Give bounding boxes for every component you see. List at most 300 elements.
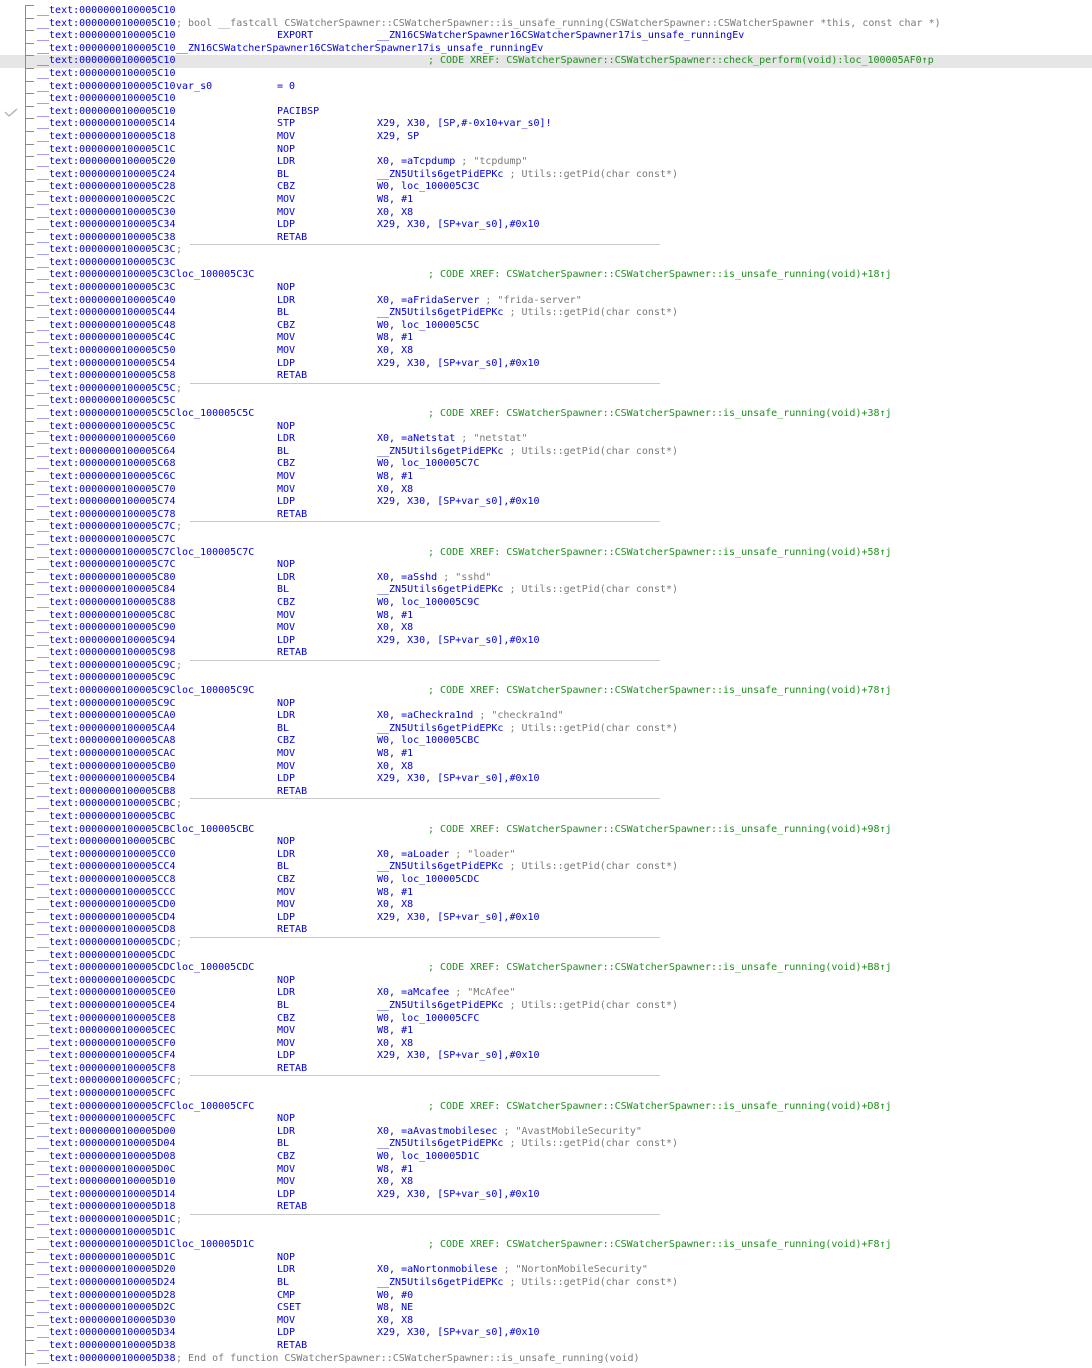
listing-row[interactable] bbox=[0, 735, 1092, 748]
listing-row[interactable] bbox=[0, 672, 1092, 685]
listing-row[interactable] bbox=[0, 358, 1092, 371]
listing-row[interactable] bbox=[0, 446, 1092, 459]
instruction-mnemonic[interactable]: STP bbox=[277, 118, 296, 130]
row-address[interactable]: __text:0000000100005CC4 bbox=[37, 861, 176, 873]
operand-text[interactable]: X0, =aFridaServer bbox=[377, 294, 480, 306]
instruction-mnemonic[interactable]: LDP bbox=[277, 634, 296, 646]
operand-text[interactable]: W0, loc_100005CBC bbox=[377, 735, 480, 747]
instruction-operands[interactable] bbox=[377, 496, 540, 509]
listing-row[interactable] bbox=[0, 433, 1092, 446]
listing-row[interactable] bbox=[0, 282, 1092, 295]
instruction-operands[interactable] bbox=[377, 987, 515, 1000]
code-xref-comment[interactable]: ; CODE XREF: CSWatcherSpawner::CSWatcherSpawner::is_unsafe_running(void)+58↑j bbox=[428, 546, 892, 558]
operand-text[interactable]: W0, loc_100005CFC bbox=[377, 1012, 480, 1024]
instruction-operands[interactable] bbox=[377, 584, 678, 597]
disassembly-listing[interactable] bbox=[0, 5, 1092, 1365]
listing-row[interactable] bbox=[0, 849, 1092, 862]
row-address[interactable]: __text:0000000100005C40 bbox=[37, 294, 176, 306]
row-address[interactable]: __text:0000000100005C10 bbox=[37, 67, 176, 79]
listing-row[interactable] bbox=[0, 1025, 1092, 1038]
instruction-operands[interactable] bbox=[377, 1290, 413, 1303]
operand-text[interactable]: X0, X8 bbox=[377, 622, 414, 634]
row-address[interactable]: __text:0000000100005D1C bbox=[37, 1239, 176, 1251]
instruction-mnemonic[interactable]: RETAB bbox=[277, 1201, 308, 1213]
row-address[interactable]: __text:0000000100005C34 bbox=[37, 219, 176, 231]
instruction-mnemonic[interactable]: CMP bbox=[277, 1289, 296, 1301]
operand-text[interactable]: __ZN5Utils6getPidEPKc bbox=[377, 722, 504, 734]
instruction-operands[interactable] bbox=[377, 610, 413, 623]
listing-row[interactable] bbox=[0, 786, 1092, 799]
listing-row[interactable] bbox=[0, 610, 1092, 623]
instruction-mnemonic[interactable]: NOP bbox=[277, 974, 296, 986]
row-address[interactable]: __text:0000000100005C10 bbox=[37, 80, 176, 92]
listing-row[interactable] bbox=[0, 987, 1092, 1000]
listing-row[interactable] bbox=[0, 887, 1092, 900]
listing-row[interactable] bbox=[0, 30, 1092, 43]
row-address[interactable]: __text:0000000100005C10 bbox=[37, 105, 176, 117]
listing-row[interactable] bbox=[0, 207, 1092, 220]
instruction-mnemonic[interactable]: LDR bbox=[277, 1264, 296, 1276]
operand-text[interactable]: __ZN5Utils6getPidEPKc bbox=[377, 584, 504, 596]
instruction-operands[interactable] bbox=[377, 572, 491, 585]
listing-row[interactable] bbox=[0, 5, 1092, 18]
code-xref-comment[interactable]: ; CODE XREF: CSWatcherSpawner::CSWatcherSpawner::is_unsafe_running(void)+38↑j bbox=[428, 408, 892, 419]
row-address[interactable]: __text:0000000100005D34 bbox=[37, 1327, 176, 1339]
instruction-mnemonic[interactable]: LDP bbox=[277, 1050, 296, 1062]
listing-row[interactable] bbox=[0, 156, 1092, 169]
instruction-mnemonic[interactable]: EXPORT bbox=[277, 30, 314, 42]
operand-text[interactable]: X29, X30, [SP+var_s0],#0x10 bbox=[377, 911, 540, 923]
listing-row[interactable] bbox=[0, 597, 1092, 610]
instruction-mnemonic[interactable]: BL bbox=[277, 861, 290, 873]
row-address[interactable]: __text:0000000100005CFC bbox=[37, 1088, 176, 1100]
instruction-mnemonic[interactable]: MOV bbox=[277, 1163, 296, 1175]
operand-text[interactable]: W8, NE bbox=[377, 1302, 414, 1314]
row-address[interactable]: __text:0000000100005D08 bbox=[37, 1151, 176, 1163]
listing-row[interactable] bbox=[0, 547, 1092, 560]
listing-row[interactable] bbox=[0, 1050, 1092, 1063]
instruction-mnemonic[interactable]: LDP bbox=[277, 1327, 296, 1339]
listing-row[interactable] bbox=[0, 534, 1092, 547]
listing-row[interactable] bbox=[0, 118, 1092, 131]
instruction-operands[interactable] bbox=[377, 597, 479, 610]
listing-row[interactable] bbox=[0, 131, 1092, 144]
listing-row[interactable] bbox=[0, 169, 1092, 182]
code-label[interactable]: loc_100005C5C bbox=[176, 408, 255, 419]
operand-text[interactable]: X0, X8 bbox=[377, 1314, 414, 1326]
instruction-operands[interactable] bbox=[377, 773, 540, 786]
instruction-mnemonic[interactable]: LDR bbox=[277, 710, 296, 722]
instruction-operands[interactable] bbox=[377, 735, 479, 748]
code-label[interactable]: loc_100005CFC bbox=[176, 1100, 255, 1112]
operand-text[interactable]: W0, loc_100005D1C bbox=[377, 1151, 480, 1163]
row-address[interactable]: __text:0000000100005C5C bbox=[37, 395, 176, 407]
row-address[interactable]: __text:0000000100005C8C bbox=[37, 609, 176, 621]
code-xref-comment[interactable]: ; CODE XREF: CSWatcherSpawner::CSWatcherSpawner::is_unsafe_running(void)+98↑j bbox=[428, 823, 892, 835]
operand-text[interactable]: X29, X30, [SP+var_s0],#0x10 bbox=[377, 219, 540, 231]
listing-row[interactable] bbox=[0, 232, 1092, 245]
operand-text[interactable]: X29, X30, [SP+var_s0],#0x10 bbox=[377, 357, 540, 369]
instruction-operands[interactable] bbox=[377, 131, 419, 144]
instruction-operands[interactable] bbox=[377, 1302, 413, 1315]
row-address[interactable]: __text:0000000100005C10 bbox=[37, 93, 176, 105]
instruction-mnemonic[interactable]: LDR bbox=[277, 294, 296, 306]
listing-row[interactable] bbox=[0, 1088, 1092, 1101]
row-address[interactable]: __text:0000000100005C24 bbox=[37, 168, 176, 180]
row-address[interactable]: __text:0000000100005CFC bbox=[37, 1113, 176, 1125]
row-address[interactable]: __text:0000000100005CE8 bbox=[37, 1012, 176, 1024]
listing-row[interactable] bbox=[0, 509, 1092, 522]
instruction-mnemonic[interactable]: NOP bbox=[277, 1113, 296, 1125]
code-xref-comment[interactable]: ; CODE XREF: CSWatcherSpawner::CSWatcherSpawner::is_unsafe_running(void)+F8↑j bbox=[428, 1239, 892, 1251]
operand-text[interactable]: X0, =aAvastmobilesec bbox=[377, 1125, 498, 1137]
row-address[interactable]: __text:0000000100005D20 bbox=[37, 1264, 176, 1276]
instruction-operands[interactable] bbox=[377, 1327, 540, 1340]
instruction-mnemonic[interactable]: RETAB bbox=[277, 1062, 308, 1074]
listing-row[interactable] bbox=[0, 798, 1092, 811]
listing-row[interactable] bbox=[0, 1290, 1092, 1303]
row-address[interactable]: __text:0000000100005D1C bbox=[37, 1251, 176, 1263]
listing-row[interactable] bbox=[0, 295, 1092, 308]
instruction-mnemonic[interactable]: CBZ bbox=[277, 1151, 296, 1163]
instruction-mnemonic[interactable]: CBZ bbox=[277, 319, 296, 331]
row-address[interactable]: __text:0000000100005C4C bbox=[37, 332, 176, 344]
row-address[interactable]: __text:0000000100005CDC bbox=[37, 949, 176, 961]
operand-text[interactable]: X29, X30, [SP+var_s0],#0x10 bbox=[377, 496, 540, 508]
instruction-mnemonic[interactable]: MOV bbox=[277, 886, 296, 898]
listing-row[interactable] bbox=[0, 1340, 1092, 1353]
operand-text[interactable]: W0, loc_100005C5C bbox=[377, 319, 480, 331]
row-address[interactable]: __text:0000000100005C90 bbox=[37, 622, 176, 634]
listing-row[interactable] bbox=[0, 1327, 1092, 1340]
code-label[interactable]: loc_100005D1C bbox=[176, 1239, 255, 1251]
instruction-mnemonic[interactable]: RETAB bbox=[277, 785, 308, 797]
instruction-operands[interactable] bbox=[377, 484, 413, 497]
row-address[interactable]: __text:0000000100005C30 bbox=[37, 206, 176, 218]
row-address[interactable]: __text:0000000100005CBC bbox=[37, 798, 176, 810]
row-address[interactable]: __text:0000000100005C7C bbox=[37, 559, 176, 571]
instruction-operands[interactable] bbox=[377, 887, 413, 900]
listing-row[interactable] bbox=[0, 1038, 1092, 1051]
instruction-mnemonic[interactable]: CBZ bbox=[277, 596, 296, 608]
row-address[interactable]: __text:0000000100005C18 bbox=[37, 130, 176, 142]
listing-row[interactable] bbox=[0, 1101, 1092, 1114]
listing-row[interactable] bbox=[0, 1189, 1092, 1202]
row-address[interactable]: __text:0000000100005CB4 bbox=[37, 773, 176, 785]
instruction-mnemonic[interactable]: LDP bbox=[277, 773, 296, 785]
operand-text[interactable]: X0, X8 bbox=[377, 1037, 414, 1049]
instruction-mnemonic[interactable]: NOP bbox=[277, 697, 296, 709]
listing-row[interactable] bbox=[0, 307, 1092, 320]
operand-text[interactable]: __ZN5Utils6getPidEPKc bbox=[377, 168, 504, 180]
operand-text[interactable]: X0, =aNetstat bbox=[377, 433, 456, 445]
listing-row[interactable] bbox=[0, 647, 1092, 660]
listing-row[interactable] bbox=[0, 836, 1092, 849]
row-address[interactable]: __text:0000000100005D18 bbox=[37, 1201, 176, 1213]
row-address[interactable]: __text:0000000100005CC8 bbox=[37, 873, 176, 885]
instruction-operands[interactable] bbox=[377, 710, 564, 723]
row-address[interactable]: __text:0000000100005CA4 bbox=[37, 722, 176, 734]
row-address[interactable]: __text:0000000100005D24 bbox=[37, 1276, 176, 1288]
row-address[interactable]: __text:0000000100005C7C bbox=[37, 521, 176, 533]
instruction-mnemonic[interactable]: MOV bbox=[277, 1314, 296, 1326]
listing-row[interactable] bbox=[0, 1113, 1092, 1126]
instruction-operands[interactable] bbox=[377, 295, 582, 308]
listing-row[interactable] bbox=[0, 81, 1092, 94]
stack-var-name[interactable]: var_s0 bbox=[176, 80, 213, 92]
operand-text[interactable]: X0, =aTcpdump bbox=[377, 156, 456, 168]
code-label[interactable]: __ZN16CSWatcherSpawner16CSWatcherSpawner17is_unsafe_runningEv bbox=[176, 42, 544, 54]
row-address[interactable]: __text:0000000100005C20 bbox=[37, 156, 176, 168]
row-address[interactable]: __text:0000000100005D1C bbox=[37, 1226, 176, 1238]
row-address[interactable]: __text:0000000100005C64 bbox=[37, 445, 176, 457]
row-address[interactable]: __text:0000000100005CA0 bbox=[37, 710, 176, 722]
listing-row[interactable] bbox=[0, 937, 1092, 950]
listing-row[interactable] bbox=[0, 43, 1092, 56]
row-address[interactable]: __text:0000000100005D04 bbox=[37, 1138, 176, 1150]
row-address[interactable]: __text:0000000100005C5C bbox=[37, 382, 176, 394]
instruction-operands[interactable] bbox=[377, 1315, 413, 1328]
operand-text[interactable]: X0, =aLoader bbox=[377, 848, 450, 860]
row-address[interactable]: __text:0000000100005D0C bbox=[37, 1163, 176, 1175]
operand-text[interactable]: W8, #1 bbox=[377, 609, 414, 621]
operand-text[interactable]: X0, X8 bbox=[377, 760, 414, 772]
instruction-mnemonic[interactable]: RETAB bbox=[277, 647, 308, 659]
operand-text[interactable]: W8, #1 bbox=[377, 1163, 414, 1175]
row-address[interactable]: __text:0000000100005C10 bbox=[37, 5, 176, 16]
listing-row[interactable] bbox=[0, 257, 1092, 270]
operand-text[interactable]: X29, X30, [SP+var_s0],#0x10 bbox=[377, 1050, 540, 1062]
instruction-mnemonic[interactable]: RETAB bbox=[277, 924, 308, 936]
instruction-operands[interactable] bbox=[377, 1151, 479, 1164]
row-address[interactable]: __text:0000000100005C3C bbox=[37, 244, 176, 256]
instruction-operands[interactable] bbox=[377, 207, 413, 220]
listing-row[interactable] bbox=[0, 1353, 1092, 1366]
instruction-mnemonic[interactable]: LDR bbox=[277, 433, 296, 445]
listing-row[interactable] bbox=[0, 811, 1092, 824]
row-address[interactable]: __text:0000000100005C9C bbox=[37, 697, 176, 709]
row-address[interactable]: __text:0000000100005C48 bbox=[37, 319, 176, 331]
instruction-mnemonic[interactable]: BL bbox=[277, 1276, 290, 1288]
listing-row[interactable] bbox=[0, 1252, 1092, 1265]
instruction-operands[interactable] bbox=[377, 622, 413, 635]
row-address[interactable]: __text:0000000100005C88 bbox=[37, 596, 176, 608]
instruction-operands[interactable] bbox=[377, 874, 479, 887]
operand-text[interactable]: X0, =aCheckra1nd bbox=[377, 710, 474, 722]
operand-text[interactable]: __ZN5Utils6getPidEPKc bbox=[377, 445, 504, 457]
instruction-mnemonic[interactable]: MOV bbox=[277, 483, 296, 495]
instruction-operands[interactable] bbox=[377, 1025, 413, 1038]
listing-row[interactable] bbox=[0, 458, 1092, 471]
instruction-mnemonic[interactable]: MOV bbox=[277, 760, 296, 772]
operand-text[interactable]: W0, loc_100005C7C bbox=[377, 458, 480, 470]
listing-row[interactable] bbox=[0, 1151, 1092, 1164]
code-label[interactable]: loc_100005C3C bbox=[176, 269, 255, 281]
listing-row[interactable] bbox=[0, 622, 1092, 635]
operand-text[interactable]: X29, X30, [SP+var_s0],#0x10 bbox=[377, 1188, 540, 1200]
instruction-operands[interactable] bbox=[377, 635, 540, 648]
listing-row[interactable] bbox=[0, 1315, 1092, 1328]
listing-row[interactable] bbox=[0, 1214, 1092, 1227]
row-address[interactable]: __text:0000000100005C78 bbox=[37, 508, 176, 520]
instruction-operands[interactable] bbox=[377, 458, 479, 471]
listing-row[interactable] bbox=[0, 93, 1092, 106]
listing-row[interactable] bbox=[0, 471, 1092, 484]
listing-row[interactable] bbox=[0, 1277, 1092, 1290]
instruction-operands[interactable] bbox=[377, 320, 479, 333]
row-address[interactable]: __text:0000000100005CF4 bbox=[37, 1050, 176, 1062]
instruction-operands[interactable] bbox=[377, 30, 744, 43]
row-address[interactable]: __text:0000000100005CC0 bbox=[37, 848, 176, 860]
code-xref-comment[interactable]: ; CODE XREF: CSWatcherSpawner::CSWatcherSpawner::is_unsafe_running(void)+18↑j bbox=[428, 269, 892, 281]
operand-text[interactable]: W0, loc_100005C3C bbox=[377, 181, 480, 193]
operand-text[interactable]: __ZN5Utils6getPidEPKc bbox=[377, 999, 504, 1011]
row-address[interactable]: __text:0000000100005CE0 bbox=[37, 987, 176, 999]
listing-row[interactable] bbox=[0, 1126, 1092, 1139]
listing-row[interactable] bbox=[0, 383, 1092, 396]
row-address[interactable]: __text:0000000100005C28 bbox=[37, 181, 176, 193]
operand-text[interactable]: __ZN5Utils6getPidEPKc bbox=[377, 861, 504, 873]
listing-row[interactable] bbox=[0, 194, 1092, 207]
instruction-operands[interactable] bbox=[377, 471, 413, 484]
code-label[interactable]: loc_100005C7C bbox=[176, 546, 255, 558]
listing-row[interactable] bbox=[0, 698, 1092, 711]
operand-text[interactable]: W8, #1 bbox=[377, 886, 414, 898]
instruction-operands[interactable] bbox=[377, 358, 540, 371]
instruction-operands[interactable] bbox=[377, 156, 528, 169]
row-address[interactable]: __text:0000000100005C50 bbox=[37, 345, 176, 357]
listing-row[interactable] bbox=[0, 408, 1092, 421]
code-label[interactable]: loc_100005CDC bbox=[176, 962, 255, 974]
instruction-mnemonic[interactable]: CSET bbox=[277, 1302, 302, 1314]
row-address[interactable]: __text:0000000100005C7C bbox=[37, 546, 176, 558]
row-address[interactable]: __text:0000000100005C3C bbox=[37, 269, 176, 281]
instruction-mnemonic[interactable]: LDR bbox=[277, 987, 296, 999]
row-address[interactable]: __text:0000000100005C68 bbox=[37, 458, 176, 470]
listing-row[interactable] bbox=[0, 320, 1092, 333]
listing-row[interactable] bbox=[0, 68, 1092, 81]
listing-row[interactable] bbox=[0, 874, 1092, 887]
instruction-mnemonic[interactable]: MOV bbox=[277, 899, 296, 911]
row-address[interactable]: __text:0000000100005C98 bbox=[37, 647, 176, 659]
instruction-mnemonic[interactable]: NOP bbox=[277, 836, 296, 848]
row-address[interactable]: __text:0000000100005C14 bbox=[37, 118, 176, 130]
operand-text[interactable]: X29, X30, [SP+var_s0],#0x10 bbox=[377, 634, 540, 646]
instruction-operands[interactable] bbox=[377, 169, 678, 182]
operand-text[interactable]: W0, loc_100005CDC bbox=[377, 873, 480, 885]
code-xref-comment[interactable]: ; CODE XREF: CSWatcherSpawner::CSWatcherSpawner::is_unsafe_running(void)+78↑j bbox=[428, 685, 892, 697]
instruction-operands[interactable] bbox=[377, 1050, 540, 1063]
row-address[interactable]: __text:0000000100005CFC bbox=[37, 1100, 176, 1112]
listing-row[interactable] bbox=[0, 685, 1092, 698]
instruction-mnemonic[interactable]: MOV bbox=[277, 345, 296, 357]
listing-row[interactable] bbox=[0, 710, 1092, 723]
row-address[interactable]: __text:0000000100005C80 bbox=[37, 571, 176, 583]
row-address[interactable]: __text:0000000100005C9C bbox=[37, 672, 176, 684]
operand-text[interactable]: X0, =aSshd bbox=[377, 571, 438, 583]
listing-row[interactable] bbox=[0, 484, 1092, 497]
row-address[interactable]: __text:0000000100005C7C bbox=[37, 533, 176, 545]
listing-row[interactable] bbox=[0, 1201, 1092, 1214]
operand-text[interactable]: W8, #1 bbox=[377, 470, 414, 482]
listing-row[interactable] bbox=[0, 1302, 1092, 1315]
instruction-mnemonic[interactable]: CBZ bbox=[277, 873, 296, 885]
listing-row[interactable] bbox=[0, 370, 1092, 383]
operand-text[interactable]: X29, X30, [SP+var_s0],#0x10 bbox=[377, 1327, 540, 1339]
operand-text[interactable]: X29, SP bbox=[377, 130, 420, 142]
row-address[interactable]: __text:0000000100005CCC bbox=[37, 886, 176, 898]
listing-row[interactable] bbox=[0, 521, 1092, 534]
code-label[interactable]: loc_100005CBC bbox=[176, 823, 255, 835]
row-address[interactable]: __text:0000000100005CB0 bbox=[37, 760, 176, 772]
instruction-operands[interactable] bbox=[377, 433, 528, 446]
instruction-mnemonic[interactable]: MOV bbox=[277, 193, 296, 205]
listing-row[interactable] bbox=[0, 924, 1092, 937]
listing-row[interactable] bbox=[0, 181, 1092, 194]
operand-text[interactable]: W0, loc_100005C9C bbox=[377, 596, 480, 608]
instruction-mnemonic[interactable]: CBZ bbox=[277, 181, 296, 193]
instruction-mnemonic[interactable]: NOP bbox=[277, 282, 296, 294]
code-xref-comment[interactable]: ; CODE XREF: CSWatcherSpawner::CSWatcherSpawner::check_perform(void):loc_100005AF0↑p bbox=[428, 55, 934, 67]
row-address[interactable]: __text:0000000100005CAC bbox=[37, 748, 176, 760]
row-address[interactable]: __text:0000000100005C10 bbox=[37, 17, 176, 29]
row-address[interactable]: __text:0000000100005C44 bbox=[37, 307, 176, 319]
row-address[interactable]: __text:0000000100005D28 bbox=[37, 1289, 176, 1301]
instruction-mnemonic[interactable]: CBZ bbox=[277, 458, 296, 470]
row-address[interactable]: __text:0000000100005C70 bbox=[37, 483, 176, 495]
row-address[interactable]: __text:0000000100005CBC bbox=[37, 836, 176, 848]
listing-row[interactable] bbox=[0, 660, 1092, 673]
instruction-mnemonic[interactable]: BL bbox=[277, 999, 290, 1011]
instruction-operands[interactable] bbox=[377, 194, 413, 207]
listing-row[interactable] bbox=[0, 723, 1092, 736]
instruction-mnemonic[interactable]: LDR bbox=[277, 156, 296, 168]
instruction-mnemonic[interactable]: MOV bbox=[277, 470, 296, 482]
instruction-mnemonic[interactable]: RETAB bbox=[277, 231, 308, 243]
listing-row[interactable] bbox=[0, 421, 1092, 434]
operand-text[interactable]: __ZN16CSWatcherSpawner16CSWatcherSpawner17is_unsafe_runningEv bbox=[377, 30, 745, 42]
instruction-operands[interactable] bbox=[377, 1277, 678, 1290]
instruction-operands[interactable] bbox=[377, 118, 552, 131]
row-address[interactable]: __text:0000000100005D38 bbox=[37, 1339, 176, 1351]
instruction-mnemonic[interactable]: RETAB bbox=[277, 370, 308, 382]
row-address[interactable]: __text:0000000100005CD4 bbox=[37, 911, 176, 923]
listing-row[interactable] bbox=[0, 55, 1092, 68]
listing-row[interactable] bbox=[0, 395, 1092, 408]
instruction-operands[interactable] bbox=[377, 1000, 678, 1013]
instruction-operands[interactable] bbox=[377, 181, 479, 194]
row-address[interactable]: __text:0000000100005CD8 bbox=[37, 924, 176, 936]
operand-text[interactable]: __ZN5Utils6getPidEPKc bbox=[377, 307, 504, 319]
instruction-mnemonic[interactable]: MOV bbox=[277, 609, 296, 621]
row-address[interactable]: __text:0000000100005CDC bbox=[37, 974, 176, 986]
row-address[interactable]: __text:0000000100005C5C bbox=[37, 420, 176, 432]
instruction-mnemonic[interactable]: BL bbox=[277, 584, 290, 596]
row-address[interactable]: __text:0000000100005C60 bbox=[37, 433, 176, 445]
row-address[interactable]: __text:0000000100005D1C bbox=[37, 1214, 176, 1225]
operand-text[interactable]: __ZN5Utils6getPidEPKc bbox=[377, 1276, 504, 1288]
listing-row[interactable] bbox=[0, 1138, 1092, 1151]
row-address[interactable]: __text:0000000100005CBC bbox=[37, 811, 176, 822]
code-label[interactable]: loc_100005C9C bbox=[176, 685, 255, 697]
instruction-mnemonic[interactable]: BL bbox=[277, 445, 290, 457]
instruction-mnemonic[interactable]: NOP bbox=[277, 1251, 296, 1263]
instruction-mnemonic[interactable]: CBZ bbox=[277, 735, 296, 747]
operand-text[interactable]: W8, #1 bbox=[377, 332, 414, 344]
listing-row[interactable] bbox=[0, 824, 1092, 837]
listing-row[interactable] bbox=[0, 899, 1092, 912]
instruction-mnemonic[interactable]: RETAB bbox=[277, 1339, 308, 1351]
